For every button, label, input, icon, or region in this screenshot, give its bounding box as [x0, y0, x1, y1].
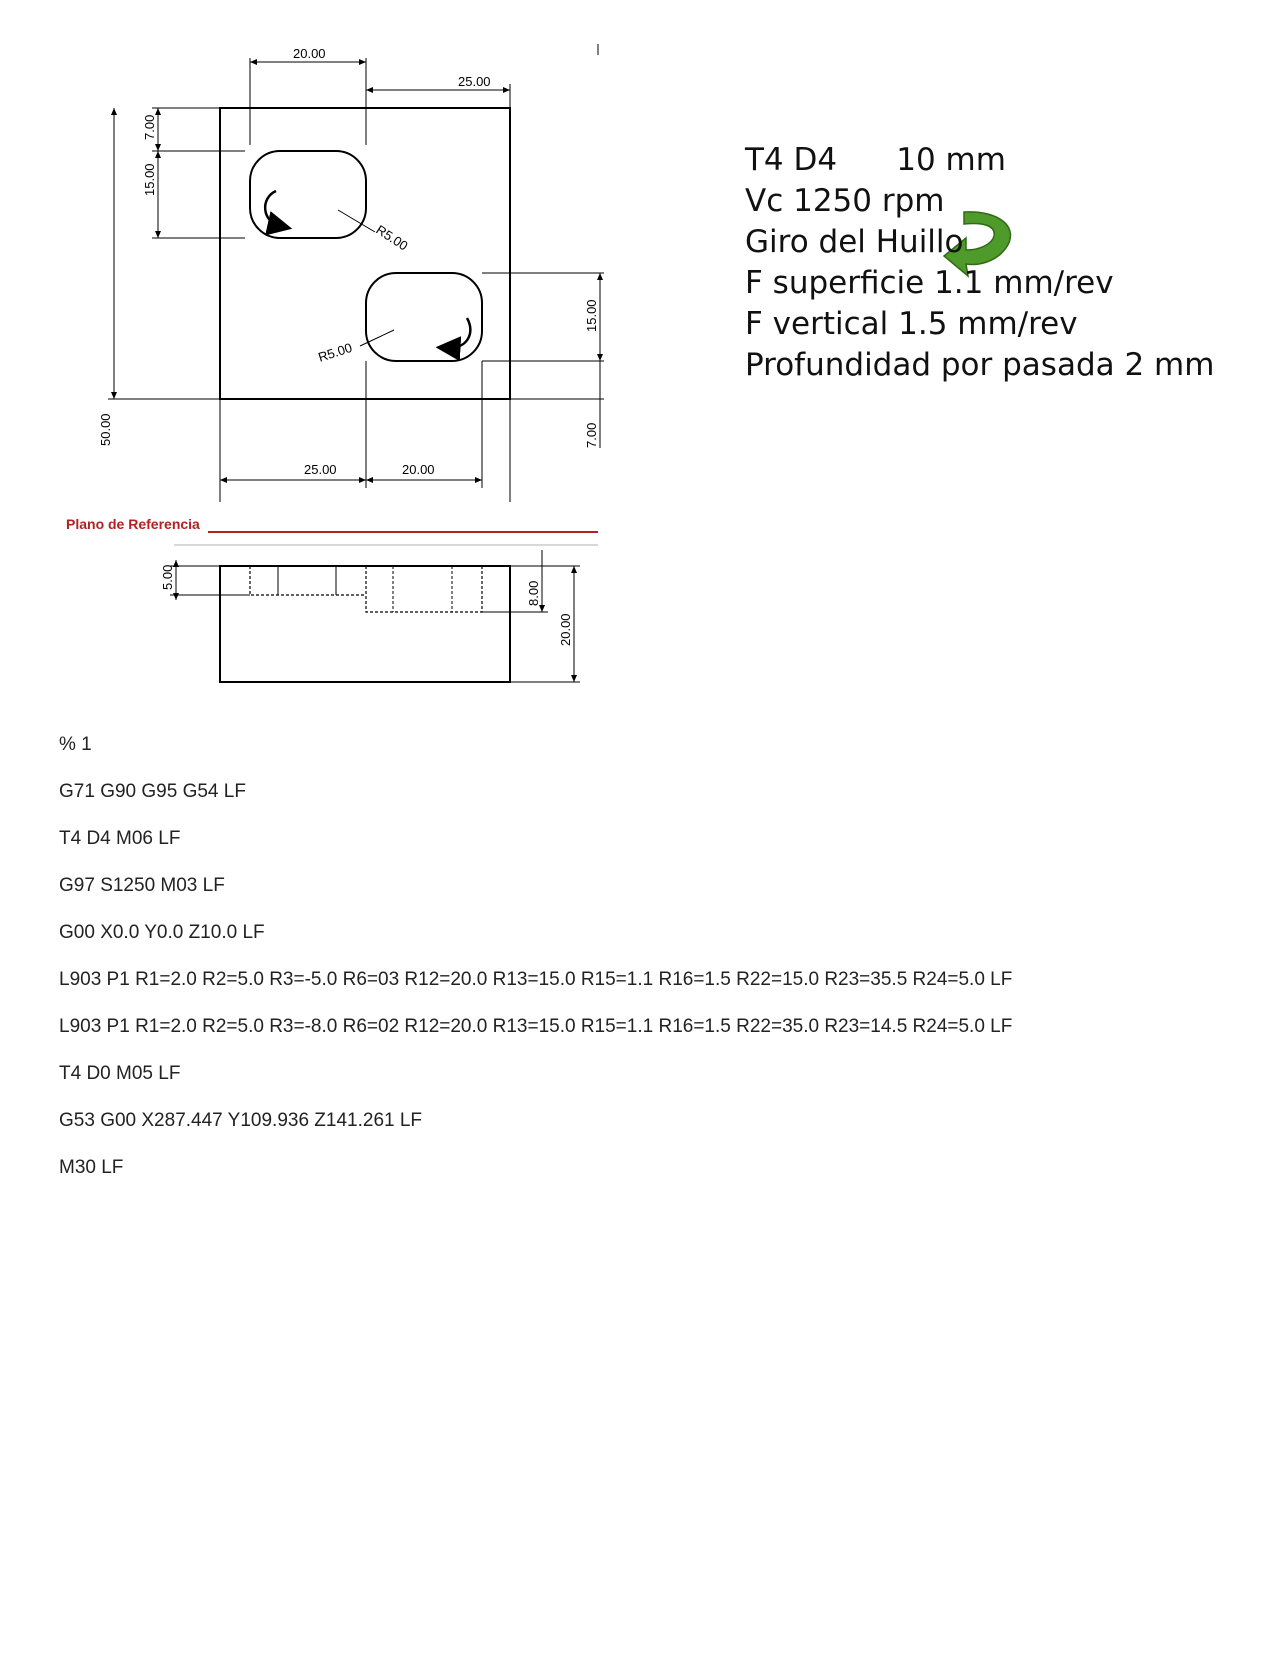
dim-section-depth-upper: 5.00 — [160, 564, 175, 590]
rotation-arrow-upper — [265, 191, 280, 226]
rotation-arrow-lower — [448, 318, 470, 348]
machining-parameters — [745, 140, 1214, 386]
dim-top-width: 20.00 — [293, 46, 326, 61]
top-view-dimensions — [108, 44, 604, 502]
code-line: L903 P1 R1=2.0 R2=5.0 R3=-5.0 R6=03 R12=20.0 R13=15.0 R15=1.1 R16=1.5 R22=15.0 R23=35.5 R24=5.0 LF — [59, 969, 1013, 990]
cnc-program — [59, 733, 1012, 1203]
param-vertical-feed: F vertical 1.5 mm/rev — [745, 306, 1078, 342]
param-tool: T4 D4 10 mm — [745, 142, 1006, 178]
code-line: T4 D4 M06 LF — [59, 828, 181, 849]
dim-top-right: 25.00 — [458, 74, 491, 89]
dim-section-height: 20.00 — [558, 613, 573, 646]
code-line: % 1 — [59, 734, 92, 755]
param-depth-per-pass: Profundidad por pasada 2 mm — [745, 347, 1215, 383]
plate-outline — [220, 108, 510, 399]
code-line: M30 LF — [59, 1157, 124, 1178]
code-line: L903 P1 R1=2.0 R2=5.0 R3=-8.0 R6=02 R12=20.0 R13=15.0 R15=1.1 R16=1.5 R22=35.0 R23=14.5 R24=5.0 LF — [59, 1016, 1013, 1037]
section-outline — [220, 566, 510, 682]
dim-radius-lower: R5.00 — [316, 339, 354, 365]
dim-right-pocket: 15.00 — [584, 299, 599, 332]
pocket-upper — [250, 151, 366, 238]
dim-bottom-right: 20.00 — [402, 462, 435, 477]
section-view — [170, 550, 580, 682]
dim-bottom-left: 25.00 — [304, 462, 337, 477]
top-view — [220, 108, 510, 399]
code-line: G71 G90 G95 G54 LF — [59, 781, 246, 802]
code-line: T4 D0 M05 LF — [59, 1063, 181, 1084]
code-line: G97 S1250 M03 LF — [59, 875, 225, 896]
reference-plane-label: Plano de Referencia — [66, 516, 200, 532]
dim-right-lower: 7.00 — [584, 422, 599, 448]
param-rotation: Giro del Huillo — [745, 224, 964, 260]
dim-left-pocket: 15.00 — [142, 163, 157, 196]
dim-radius-upper: R5.00 — [373, 221, 411, 254]
pocket-lower — [366, 273, 482, 361]
dim-left-upper: 7.00 — [142, 114, 157, 140]
dim-left-overall: 50.00 — [98, 413, 113, 446]
param-surface-feed: F superficie 1.1 mm/rev — [745, 265, 1114, 301]
code-line: G00 X0.0 Y0.0 Z10.0 LF — [59, 922, 265, 943]
param-speed: Vc 1250 rpm — [745, 183, 945, 219]
code-line: G53 G00 X287.447 Y109.936 Z141.261 LF — [59, 1110, 423, 1131]
dim-section-depth-lower: 8.00 — [526, 580, 541, 606]
